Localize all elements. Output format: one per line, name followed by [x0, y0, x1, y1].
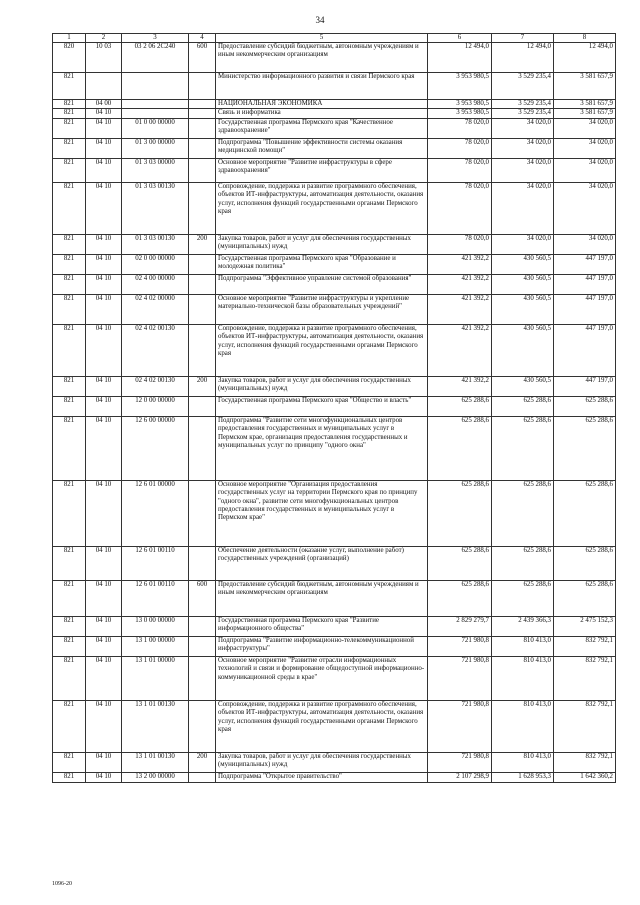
ministry-code-cell: 821: [53, 396, 86, 416]
column-number: 3: [122, 34, 189, 43]
table-row: [53, 100, 616, 109]
amount-year2-cell: 34 020,0: [492, 234, 554, 254]
ministry-code-cell: 821: [53, 416, 86, 480]
target-article-cell: 12 6 00 00000: [122, 416, 189, 480]
expense-type-cell: [189, 616, 216, 636]
description-cell: Предоставление субсидий бюджетным, автономным учреждениям и иным некоммерческим организациям: [216, 43, 428, 73]
expense-type-cell: [189, 396, 216, 416]
table-row: [53, 158, 616, 182]
table-row: [53, 700, 616, 752]
amount-year3-cell: 625 288,6: [554, 396, 616, 416]
ministry-code-cell: 821: [53, 772, 86, 782]
description-cell: Связь и информатика: [216, 109, 428, 118]
amount-year2-cell: 2 439 366,3: [492, 616, 554, 636]
amount-year1-cell: 421 392,2: [428, 324, 492, 376]
table-row: [53, 73, 616, 100]
table-row: [53, 416, 616, 480]
description-cell: Государственная программа Пермского края "Качественное здравоохранение": [216, 118, 428, 138]
target-article-cell: 02 4 02 00130: [122, 376, 189, 396]
amount-year3-cell: 447 197,0: [554, 254, 616, 274]
ministry-code-cell: 821: [53, 254, 86, 274]
amount-year3-cell: 3 581 657,9: [554, 100, 616, 109]
budget-table: [52, 33, 616, 783]
amount-year1-cell: 625 288,6: [428, 546, 492, 580]
amount-year2-cell: 625 288,6: [492, 546, 554, 580]
table-row: [53, 616, 616, 636]
table-row: [53, 138, 616, 158]
description-cell: Закупка товаров, работ и услуг для обеспечения государственных (муниципальных) нужд: [216, 234, 428, 254]
amount-year1-cell: 78 020,0: [428, 158, 492, 182]
amount-year2-cell: 34 020,0: [492, 158, 554, 182]
column-number-row: [53, 34, 616, 43]
ministry-code-cell: 821: [53, 274, 86, 294]
description-cell: Сопровождение, поддержка и развитие программного обеспечения, объектов ИТ-инфраструктуры, автоматизация деятельности, оказания услуг, исполнения функций государственными органами Пермского края: [216, 324, 428, 376]
section-code-cell: 04 10: [86, 616, 122, 636]
section-code-cell: 04 10: [86, 118, 122, 138]
target-article-cell: 13 0 00 00000: [122, 616, 189, 636]
amount-year1-cell: 2 829 279,7: [428, 616, 492, 636]
amount-year2-cell: 430 560,5: [492, 274, 554, 294]
table-row: [53, 234, 616, 254]
expense-type-cell: [189, 324, 216, 376]
amount-year3-cell: 2 475 152,3: [554, 616, 616, 636]
amount-year1-cell: 721 980,8: [428, 752, 492, 772]
ministry-code-cell: 821: [53, 752, 86, 772]
expense-type-cell: 600: [189, 43, 216, 73]
section-code-cell: 04 10: [86, 636, 122, 656]
section-code-cell: [86, 73, 122, 100]
target-article-cell: 13 1 00 00000: [122, 636, 189, 656]
amount-year2-cell: 810 413,0: [492, 656, 554, 700]
amount-year3-cell: 832 792,1: [554, 700, 616, 752]
target-article-cell: 13 1 01 00130: [122, 700, 189, 752]
column-number: 2: [86, 34, 122, 43]
amount-year3-cell: 832 792,1: [554, 752, 616, 772]
column-number: 5: [216, 34, 428, 43]
column-number: 4: [189, 34, 216, 43]
amount-year2-cell: 810 413,0: [492, 636, 554, 656]
description-cell: Предоставление субсидий бюджетным, автономным учреждениям и иным некоммерческим организациям: [216, 580, 428, 616]
table-row: [53, 274, 616, 294]
amount-year2-cell: 430 560,5: [492, 294, 554, 324]
section-code-cell: 04 10: [86, 109, 122, 118]
column-number: 1: [53, 34, 86, 43]
amount-year3-cell: 625 288,6: [554, 580, 616, 616]
amount-year1-cell: 78 020,0: [428, 234, 492, 254]
amount-year2-cell: 430 560,5: [492, 376, 554, 396]
section-code-cell: 04 10: [86, 324, 122, 376]
amount-year1-cell: 78 020,0: [428, 138, 492, 158]
section-code-cell: 04 00: [86, 100, 122, 109]
description-cell: Министерство информационного развития и связи Пермского края: [216, 73, 428, 100]
section-code-cell: 04 10: [86, 138, 122, 158]
amount-year1-cell: 421 392,2: [428, 376, 492, 396]
table-row: [53, 480, 616, 546]
expense-type-cell: [189, 109, 216, 118]
target-article-cell: 03 2 06 2C240: [122, 43, 189, 73]
table-body: [53, 43, 616, 783]
column-number: 7: [492, 34, 554, 43]
table-row: [53, 656, 616, 700]
ministry-code-cell: 821: [53, 656, 86, 700]
expense-type-cell: [189, 416, 216, 480]
amount-year3-cell: 34 020,0: [554, 138, 616, 158]
description-cell: Основное мероприятие "Развитие отрасли информационных технологий и связи и формирование общедоступной информационно-коммуникационной среды в крае": [216, 656, 428, 700]
section-code-cell: 10 03: [86, 43, 122, 73]
table-row: [53, 396, 616, 416]
description-cell: НАЦИОНАЛЬНАЯ ЭКОНОМИКА: [216, 100, 428, 109]
amount-year3-cell: 447 197,0: [554, 376, 616, 396]
amount-year2-cell: 34 020,0: [492, 118, 554, 138]
description-cell: Подпрограмма "Повышение эффективности системы оказания медицинской помощи": [216, 138, 428, 158]
amount-year1-cell: 625 288,6: [428, 416, 492, 480]
amount-year2-cell: 625 288,6: [492, 416, 554, 480]
table-row: [53, 182, 616, 234]
expense-type-cell: [189, 274, 216, 294]
expense-type-cell: [189, 182, 216, 234]
target-article-cell: 02 0 00 00000: [122, 254, 189, 274]
description-cell: Обеспечение деятельности (оказание услуг, выполнение работ) государственных учреждений (организаций): [216, 546, 428, 580]
ministry-code-cell: 821: [53, 546, 86, 580]
amount-year3-cell: 34 020,0: [554, 234, 616, 254]
description-cell: Основное мероприятие "Организация предоставления государственных услуг на территории Пермского края по принципу "одного окна", развитие сети многофункциональных центров предоставления государственных и муниципальных услуг в Пермском крае": [216, 480, 428, 546]
amount-year2-cell: 34 020,0: [492, 182, 554, 234]
target-article-cell: 02 4 02 00000: [122, 294, 189, 324]
ministry-code-cell: 821: [53, 100, 86, 109]
amount-year2-cell: 3 529 235,4: [492, 109, 554, 118]
section-code-cell: 04 10: [86, 274, 122, 294]
amount-year2-cell: 430 560,5: [492, 324, 554, 376]
ministry-code-cell: 821: [53, 580, 86, 616]
expense-type-cell: 200: [189, 752, 216, 772]
target-article-cell: 02 4 02 00130: [122, 324, 189, 376]
amount-year3-cell: 34 020,0: [554, 182, 616, 234]
description-cell: Закупка товаров, работ и услуг для обеспечения государственных (муниципальных) нужд: [216, 752, 428, 772]
amount-year2-cell: 810 413,0: [492, 700, 554, 752]
table-row: [53, 376, 616, 396]
ministry-code-cell: 821: [53, 182, 86, 234]
description-cell: Подпрограмма "Развитие сети многофункциональных центров предоставления государственных и муниципальных услуг в Пермском крае, организация предоставления государственных и муниципальных услуг по принципу "одного окна": [216, 416, 428, 480]
ministry-code-cell: 821: [53, 138, 86, 158]
amount-year3-cell: 447 197,0: [554, 324, 616, 376]
target-article-cell: 02 4 00 00000: [122, 274, 189, 294]
amount-year2-cell: 34 020,0: [492, 138, 554, 158]
amount-year3-cell: 447 197,0: [554, 294, 616, 324]
target-article-cell: 12 6 01 00110: [122, 580, 189, 616]
amount-year1-cell: 721 980,8: [428, 636, 492, 656]
expense-type-cell: 200: [189, 376, 216, 396]
amount-year3-cell: 3 581 657,9: [554, 73, 616, 100]
amount-year1-cell: 721 980,8: [428, 656, 492, 700]
section-code-cell: 04 10: [86, 416, 122, 480]
section-code-cell: 04 10: [86, 294, 122, 324]
amount-year2-cell: 12 494,0: [492, 43, 554, 73]
amount-year1-cell: 421 392,2: [428, 294, 492, 324]
description-cell: Государственная программа Пермского края "Образование и молодежная политика": [216, 254, 428, 274]
target-article-cell: 01 3 03 00130: [122, 182, 189, 234]
table-row: [53, 752, 616, 772]
target-article-cell: [122, 109, 189, 118]
expense-type-cell: 600: [189, 580, 216, 616]
amount-year2-cell: 625 288,6: [492, 580, 554, 616]
section-code-cell: 04 10: [86, 480, 122, 546]
ministry-code-cell: 821: [53, 616, 86, 636]
table-row: [53, 580, 616, 616]
ministry-code-cell: 821: [53, 700, 86, 752]
amount-year3-cell: 34 020,0: [554, 118, 616, 138]
target-article-cell: 13 2 00 00000: [122, 772, 189, 782]
section-code-cell: 04 10: [86, 546, 122, 580]
amount-year2-cell: 625 288,6: [492, 480, 554, 546]
expense-type-cell: [189, 700, 216, 752]
ministry-code-cell: 821: [53, 158, 86, 182]
description-cell: Сопровождение, поддержка и развитие программного обеспечения, объектов ИТ-инфраструктуры, автоматизация деятельности, оказания услуг, исполнения функций государственными органами Пермского края: [216, 700, 428, 752]
amount-year1-cell: 78 020,0: [428, 182, 492, 234]
amount-year3-cell: 625 288,6: [554, 546, 616, 580]
amount-year2-cell: 1 628 953,3: [492, 772, 554, 782]
amount-year1-cell: 2 107 298,9: [428, 772, 492, 782]
section-code-cell: 04 10: [86, 396, 122, 416]
section-code-cell: 04 10: [86, 254, 122, 274]
amount-year1-cell: 625 288,6: [428, 580, 492, 616]
target-article-cell: 01 0 00 00000: [122, 118, 189, 138]
description-cell: Основное мероприятие "Развитие инфраструктуры и укрепление материально-технической базы образовательных учреждений": [216, 294, 428, 324]
amount-year2-cell: 430 560,5: [492, 254, 554, 274]
amount-year3-cell: 1 642 360,2: [554, 772, 616, 782]
target-article-cell: 01 3 00 00000: [122, 138, 189, 158]
amount-year3-cell: 832 792,1: [554, 636, 616, 656]
target-article-cell: 13 1 01 00000: [122, 656, 189, 700]
page-number: 34: [315, 15, 325, 25]
expense-type-cell: [189, 656, 216, 700]
amount-year3-cell: 625 288,6: [554, 416, 616, 480]
amount-year1-cell: 625 288,6: [428, 396, 492, 416]
amount-year3-cell: 447 197,0: [554, 274, 616, 294]
expense-type-cell: [189, 158, 216, 182]
section-code-cell: 04 10: [86, 580, 122, 616]
amount-year1-cell: 78 020,0: [428, 118, 492, 138]
target-article-cell: 13 1 01 00130: [122, 752, 189, 772]
table-row: [53, 324, 616, 376]
expense-type-cell: 200: [189, 234, 216, 254]
ministry-code-cell: 821: [53, 73, 86, 100]
ministry-code-cell: 821: [53, 636, 86, 656]
description-cell: Подпрограмма "Развитие информационно-телекоммуникационной инфраструктуры": [216, 636, 428, 656]
description-cell: Государственная программа Пермского края "Общество и власть": [216, 396, 428, 416]
description-cell: Государственная программа Пермского края "Развитие информационного общества": [216, 616, 428, 636]
table-row: [53, 772, 616, 782]
target-article-cell: [122, 73, 189, 100]
amount-year2-cell: 810 413,0: [492, 752, 554, 772]
amount-year3-cell: 12 494,0: [554, 43, 616, 73]
ministry-code-cell: 821: [53, 324, 86, 376]
target-article-cell: 12 6 01 00110: [122, 546, 189, 580]
amount-year3-cell: 3 581 657,9: [554, 109, 616, 118]
footer-code: 1096-20: [52, 881, 72, 887]
target-article-cell: 12 0 00 00000: [122, 396, 189, 416]
expense-type-cell: [189, 546, 216, 580]
ministry-code-cell: 821: [53, 109, 86, 118]
section-code-cell: 04 10: [86, 158, 122, 182]
description-cell: Основное мероприятие "Развитие инфраструктуры в сфере здравоохранения": [216, 158, 428, 182]
amount-year2-cell: 3 529 235,4: [492, 100, 554, 109]
expense-type-cell: [189, 73, 216, 100]
ministry-code-cell: 821: [53, 118, 86, 138]
section-code-cell: 04 10: [86, 656, 122, 700]
table-row: [53, 254, 616, 274]
amount-year1-cell: 421 392,2: [428, 254, 492, 274]
section-code-cell: 04 10: [86, 752, 122, 772]
expense-type-cell: [189, 100, 216, 109]
target-article-cell: 01 3 03 00000: [122, 158, 189, 182]
section-code-cell: 04 10: [86, 234, 122, 254]
amount-year1-cell: 3 953 980,5: [428, 109, 492, 118]
amount-year1-cell: 3 953 980,5: [428, 73, 492, 100]
ministry-code-cell: 820: [53, 43, 86, 73]
amount-year1-cell: 421 392,2: [428, 274, 492, 294]
expense-type-cell: [189, 138, 216, 158]
amount-year3-cell: 34 020,0: [554, 158, 616, 182]
description-cell: Закупка товаров, работ и услуг для обеспечения государственных (муниципальных) нужд: [216, 376, 428, 396]
ministry-code-cell: 821: [53, 376, 86, 396]
expense-type-cell: [189, 294, 216, 324]
amount-year2-cell: 625 288,6: [492, 396, 554, 416]
table-row: [53, 118, 616, 138]
amount-year3-cell: 832 792,1: [554, 656, 616, 700]
amount-year1-cell: 12 494,0: [428, 43, 492, 73]
description-cell: Подпрограмма "Открытое правительство": [216, 772, 428, 782]
amount-year1-cell: 625 288,6: [428, 480, 492, 546]
section-code-cell: 04 10: [86, 700, 122, 752]
expense-type-cell: [189, 480, 216, 546]
target-article-cell: 12 6 01 00000: [122, 480, 189, 546]
table-row: [53, 109, 616, 118]
amount-year1-cell: 3 953 980,5: [428, 100, 492, 109]
target-article-cell: [122, 100, 189, 109]
expense-type-cell: [189, 118, 216, 138]
table-row: [53, 636, 616, 656]
section-code-cell: 04 10: [86, 772, 122, 782]
table-row: [53, 294, 616, 324]
ministry-code-cell: 821: [53, 234, 86, 254]
expense-type-cell: [189, 254, 216, 274]
section-code-cell: 04 10: [86, 376, 122, 396]
table-row: [53, 546, 616, 580]
column-number: 6: [428, 34, 492, 43]
expense-type-cell: [189, 636, 216, 656]
amount-year1-cell: 721 980,8: [428, 700, 492, 752]
amount-year3-cell: 625 288,6: [554, 480, 616, 546]
ministry-code-cell: 821: [53, 480, 86, 546]
amount-year2-cell: 3 529 235,4: [492, 73, 554, 100]
table-row: [53, 43, 616, 73]
target-article-cell: 01 3 03 00130: [122, 234, 189, 254]
expense-type-cell: [189, 772, 216, 782]
ministry-code-cell: 821: [53, 294, 86, 324]
description-cell: Сопровождение, поддержка и развитие программного обеспечения, объектов ИТ-инфраструктуры, автоматизация деятельности, оказания услуг, исполнения функций государственными органами Пермского края: [216, 182, 428, 234]
column-number: 8: [554, 34, 616, 43]
section-code-cell: 04 10: [86, 182, 122, 234]
description-cell: Подпрограмма "Эффективное управление системой образования": [216, 274, 428, 294]
